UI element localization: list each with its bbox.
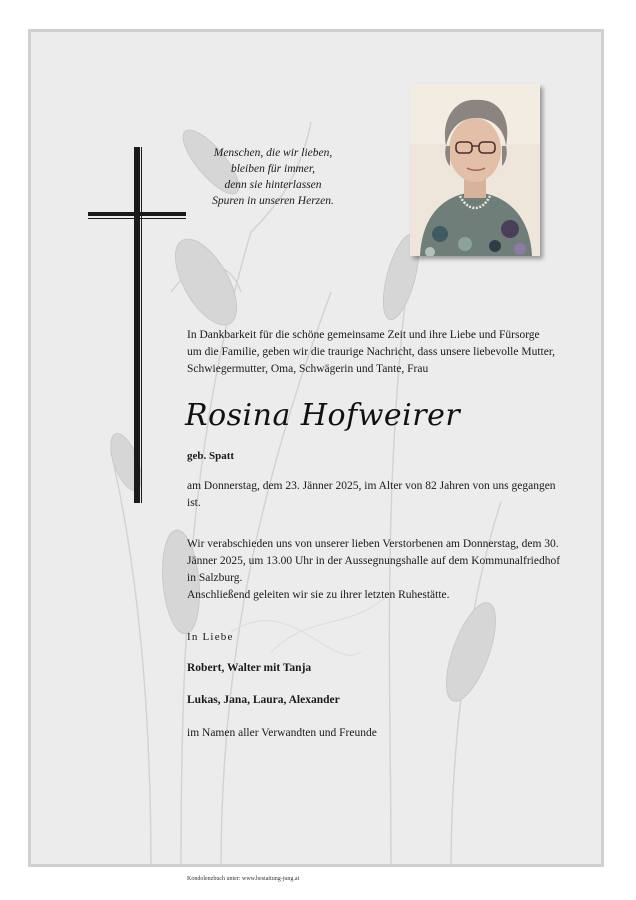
quote-line: Menschen, die wir lieben, — [213, 147, 333, 159]
memorial-quote — [211, 145, 335, 209]
service-burial: Anschließend geleiten wir sie zu ihrer letzten Ruhestätte. — [187, 589, 450, 601]
birth-name: geb. Spatt — [187, 450, 235, 462]
quote-line: denn sie hinterlassen — [224, 179, 322, 191]
funeral-service-info — [187, 536, 567, 604]
cross-vertical-line — [141, 147, 142, 503]
family-line-2: Lukas, Jana, Laura, Alexander — [187, 694, 340, 706]
service-details: Wir verabschieden uns von unserer lieben Verstorbenen am Donnerstag, dem 30. Jänner 2025, um 13.00 Uhr in der Aussegnungshalle auf dem Kommunalfriedhof in Salzburg. — [187, 538, 561, 584]
death-notice: am Donnerstag, dem 23. Jänner 2025, im Alter von 82 Jahren von uns gegangen ist. — [187, 480, 556, 509]
condolence-book-link[interactable]: Kondolenzbuch unter: www.bestattung-jung.at — [187, 876, 300, 882]
cross-vertical-bar — [134, 147, 140, 503]
family-line-1: Robert, Walter mit Tanja — [187, 662, 312, 674]
quote-line: bleiben für immer, — [230, 163, 315, 175]
deceased-name: Rosina Hofweirer — [185, 398, 461, 433]
relatives-line: im Namen aller Verwandten und Freunde — [187, 727, 377, 739]
in-liebe-label: In Liebe — [187, 631, 234, 643]
parte-card — [28, 29, 604, 867]
cross-horizontal-line — [88, 218, 186, 219]
intro-text: In Dankbarkeit für die schöne gemeinsame Zeit und ihre Liebe und Fürsorge um die Familie, geben wir die traurige Nachricht, dass unsere liebevolle Mutter, Schwiegermutter, Oma, Schwägerin und Tante, Frau — [187, 329, 556, 375]
portrait-photo — [410, 84, 540, 256]
quote-line: Spuren in unseren Herzen. — [212, 195, 334, 207]
portrait-image — [410, 84, 540, 256]
cross-horizontal-bar — [88, 212, 186, 216]
